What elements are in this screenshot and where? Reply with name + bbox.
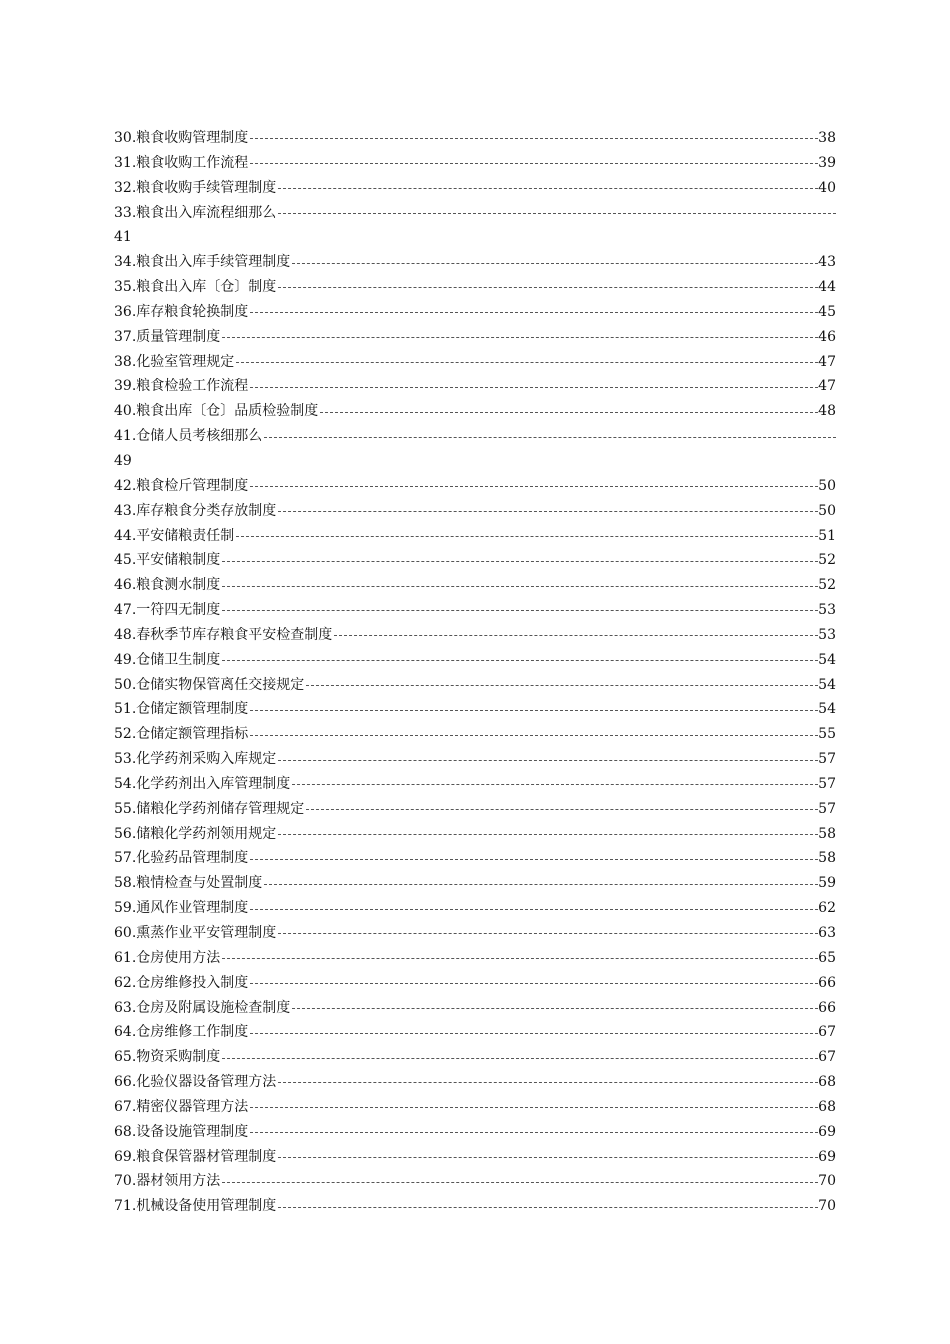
toc-page-number: 52 — [818, 577, 836, 594]
toc-entry[interactable] — [114, 1020, 836, 1045]
toc-leader-line — [276, 201, 836, 226]
toc-entry[interactable] — [114, 772, 836, 797]
toc-leader-line — [276, 1194, 818, 1219]
toc-page-number: 38 — [818, 130, 836, 146]
toc-entry-title: 66.化验仪器设备管理方法 — [114, 1074, 277, 1091]
toc-entry[interactable] — [114, 697, 836, 722]
toc-page-number: 62 — [818, 900, 836, 917]
toc-entry[interactable] — [114, 648, 836, 673]
toc-entry-title: 35.粮食出入库〔仓〕制度 — [114, 279, 277, 296]
toc-leader-line — [248, 474, 818, 499]
toc-entry-title: 46.粮食测水制度 — [114, 577, 221, 594]
toc-page-number: 57 — [818, 751, 836, 768]
toc-entry[interactable] — [114, 971, 836, 996]
toc-entry[interactable] — [114, 1045, 836, 1070]
toc-entry-title: 51.仓储定额管理制度 — [114, 701, 249, 718]
toc-page-number: 70 — [818, 1173, 836, 1190]
toc-entry-title: 34.粮食出入库手续管理制度 — [114, 254, 291, 271]
toc-leader-line — [262, 424, 836, 449]
toc-entry[interactable] — [114, 474, 836, 499]
toc-entry-title: 71.机械设备使用管理制度 — [114, 1198, 277, 1215]
toc-page-number: 57 — [818, 800, 836, 817]
toc-entry[interactable] — [114, 846, 836, 871]
toc-leader-line — [276, 499, 818, 524]
toc-entry[interactable] — [114, 399, 836, 424]
toc-entry-title: 58.粮情检查与处置制度 — [114, 875, 263, 892]
toc-leader-line — [220, 946, 818, 971]
toc-leader-line — [248, 971, 818, 996]
toc-entry[interactable] — [114, 250, 836, 275]
toc-entry[interactable] — [114, 1120, 836, 1145]
toc-entry-title: 62.仓房维修投入制度 — [114, 974, 249, 991]
toc-entry[interactable] — [114, 126, 836, 151]
toc-entry[interactable] — [114, 1145, 836, 1170]
toc-entry-title: 33.粮食出入库流程细那么 — [114, 204, 277, 221]
toc-entry[interactable] — [114, 424, 836, 474]
toc-entry-title: 68.设备设施管理制度 — [114, 1123, 249, 1140]
toc-page-number: 41 — [114, 229, 132, 246]
toc-page-number: 52 — [818, 552, 836, 569]
toc-leader-line — [262, 871, 818, 896]
toc-entry-title: 57.化验药品管理制度 — [114, 850, 249, 867]
toc-leader-line — [276, 921, 818, 946]
toc-entry[interactable] — [114, 797, 836, 822]
toc-entry[interactable] — [114, 176, 836, 201]
toc-leader-line — [290, 772, 818, 797]
toc-page-number: 57 — [818, 775, 836, 792]
toc-entry[interactable] — [114, 1095, 836, 1120]
toc-entry[interactable] — [114, 871, 836, 896]
toc-entry[interactable] — [114, 275, 836, 300]
toc-page-number: 45 — [818, 303, 836, 320]
toc-entry[interactable] — [114, 499, 836, 524]
toc-page-number: 54 — [818, 651, 836, 668]
toc-page-number: 43 — [818, 254, 836, 271]
toc-page-number: 50 — [818, 502, 836, 519]
toc-leader-line — [220, 648, 818, 673]
toc-entry-title: 69.粮食保管器材管理制度 — [114, 1148, 277, 1165]
toc-entry-title: 67.精密仪器管理方法 — [114, 1098, 249, 1115]
toc-entry-title: 45.平安储粮制度 — [114, 552, 221, 569]
toc-page-number: 49 — [114, 452, 132, 469]
toc-page-number: 54 — [818, 701, 836, 718]
toc-entry-title: 36.库存粮食轮换制度 — [114, 303, 249, 320]
toc-leader-line — [248, 1095, 818, 1120]
toc-entry[interactable] — [114, 374, 836, 399]
toc-leader-line — [220, 1169, 818, 1194]
toc-leader-line — [318, 399, 818, 424]
toc-entry-title: 54.化学药剂出入库管理制度 — [114, 775, 291, 792]
table-of-contents — [114, 126, 836, 1219]
toc-page-number: 65 — [818, 949, 836, 966]
toc-entry[interactable] — [114, 300, 836, 325]
toc-page-number: 47 — [818, 378, 836, 395]
toc-leader-line — [332, 623, 818, 648]
toc-page-number: 55 — [818, 726, 836, 743]
toc-leader-line — [290, 250, 818, 275]
toc-entry[interactable] — [114, 548, 836, 573]
toc-page-number: 69 — [818, 1123, 836, 1140]
toc-page-number: 67 — [818, 1024, 836, 1041]
toc-entry-title: 47.一符四无制度 — [114, 602, 221, 619]
toc-leader-line — [248, 896, 818, 921]
toc-entry-title: 31.粮食收购工作流程 — [114, 154, 249, 171]
toc-entry-title: 60.熏蒸作业平安管理制度 — [114, 925, 277, 941]
toc-entry[interactable] — [114, 822, 836, 847]
toc-entry[interactable] — [114, 996, 836, 1021]
toc-entry-title: 53.化学药剂采购入库规定 — [114, 751, 277, 768]
toc-page-number: 51 — [818, 527, 836, 544]
toc-page-number: 39 — [818, 154, 836, 171]
toc-entry-title: 61.仓房使用方法 — [114, 949, 221, 966]
toc-leader-line — [220, 548, 818, 573]
toc-entry-title: 63.仓房及附属设施检查制度 — [114, 999, 291, 1016]
toc-entry[interactable] — [114, 896, 836, 921]
toc-entry-title: 39.粮食检验工作流程 — [114, 378, 249, 395]
toc-page-number: 46 — [818, 328, 836, 345]
toc-page-number: 70 — [818, 1198, 836, 1215]
toc-entry[interactable] — [114, 673, 836, 698]
toc-leader-line — [248, 151, 818, 176]
toc-entry-title: 70.器材领用方法 — [114, 1173, 221, 1190]
toc-entry-title: 48.春秋季节库存粮食平安检查制度 — [114, 626, 333, 643]
toc-page-number: 47 — [818, 353, 836, 370]
toc-entry-title: 38.化验室管理规定 — [114, 353, 235, 370]
toc-leader-line — [220, 573, 818, 598]
toc-leader-line — [276, 275, 818, 300]
toc-leader-line — [248, 374, 818, 399]
toc-page-number: 40 — [818, 179, 836, 196]
toc-leader-line — [248, 722, 818, 747]
toc-page-number: 50 — [818, 477, 836, 494]
toc-page-number: 68 — [818, 1098, 836, 1115]
toc-page-number: 48 — [818, 403, 836, 420]
toc-page-number: 53 — [818, 626, 836, 643]
toc-leader-line — [220, 1045, 818, 1070]
toc-entry[interactable] — [114, 722, 836, 747]
toc-page-number: 63 — [818, 925, 836, 941]
toc-entry-title: 32.粮食收购手续管理制度 — [114, 179, 277, 196]
toc-entry[interactable] — [114, 1194, 836, 1219]
toc-entry[interactable] — [114, 1169, 836, 1194]
toc-entry[interactable] — [114, 573, 836, 598]
toc-entry-title: 37.质量管理制度 — [114, 328, 221, 345]
toc-entry[interactable] — [114, 921, 836, 946]
toc-entry[interactable] — [114, 325, 836, 350]
toc-entry-title: 59.通风作业管理制度 — [114, 900, 249, 917]
toc-entry[interactable] — [114, 350, 836, 375]
toc-leader-line — [248, 126, 818, 151]
toc-entry-title: 44.平安储粮责任制 — [114, 527, 235, 544]
toc-page-number: 59 — [818, 875, 836, 892]
toc-entry-title: 41.仓储人员考核细那么 — [114, 428, 263, 445]
toc-leader-line — [276, 1145, 818, 1170]
toc-page-number: 58 — [818, 850, 836, 867]
toc-entry[interactable] — [114, 151, 836, 176]
toc-entry-title: 30.粮食收购管理制度 — [114, 130, 249, 146]
toc-page-number: 67 — [818, 1049, 836, 1066]
toc-leader-line — [290, 996, 818, 1021]
toc-leader-line — [248, 846, 818, 871]
toc-entry-title: 43.库存粮食分类存放制度 — [114, 502, 277, 519]
toc-entry[interactable] — [114, 201, 836, 251]
toc-entry-title: 49.仓储卫生制度 — [114, 651, 221, 668]
toc-leader-line — [248, 1020, 818, 1045]
toc-page-number: 53 — [818, 602, 836, 619]
toc-entry-title: 56.储粮化学药剂领用规定 — [114, 825, 277, 842]
toc-entry[interactable] — [114, 946, 836, 971]
toc-leader-line — [276, 176, 818, 201]
toc-leader-line — [248, 697, 818, 722]
toc-page-number: 69 — [818, 1148, 836, 1165]
toc-entry-title: 55.储粮化学药剂储存管理规定 — [114, 800, 305, 817]
toc-page-number: 54 — [818, 676, 836, 693]
toc-leader-line — [276, 747, 818, 772]
toc-page-number: 66 — [818, 999, 836, 1016]
toc-entry-title: 42.粮食检斤管理制度 — [114, 477, 249, 494]
toc-leader-line — [304, 797, 818, 822]
toc-entry[interactable] — [114, 747, 836, 772]
toc-entry-title: 52.仓储定额管理指标 — [114, 726, 249, 743]
toc-leader-line — [248, 1120, 818, 1145]
toc-entry-title: 50.仓储实物保管离任交接规定 — [114, 676, 305, 693]
toc-leader-line — [220, 598, 818, 623]
toc-leader-line — [248, 300, 818, 325]
toc-entry[interactable] — [114, 1070, 836, 1095]
toc-page-number: 58 — [818, 825, 836, 842]
toc-page-number: 66 — [818, 974, 836, 991]
toc-leader-line — [234, 350, 818, 375]
toc-leader-line — [220, 325, 818, 350]
toc-page-number: 68 — [818, 1074, 836, 1091]
toc-leader-line — [304, 673, 818, 698]
toc-entry-title: 64.仓房维修工作制度 — [114, 1024, 249, 1041]
toc-leader-line — [276, 1070, 818, 1095]
toc-entry[interactable] — [114, 598, 836, 623]
toc-leader-line — [234, 524, 818, 549]
toc-entry-title: 40.粮食出库〔仓〕品质检验制度 — [114, 403, 319, 420]
toc-entry[interactable] — [114, 524, 836, 549]
toc-entry[interactable] — [114, 623, 836, 648]
toc-entry-title: 65.物资采购制度 — [114, 1049, 221, 1066]
toc-leader-line — [276, 822, 818, 847]
toc-page-number: 44 — [818, 279, 836, 296]
